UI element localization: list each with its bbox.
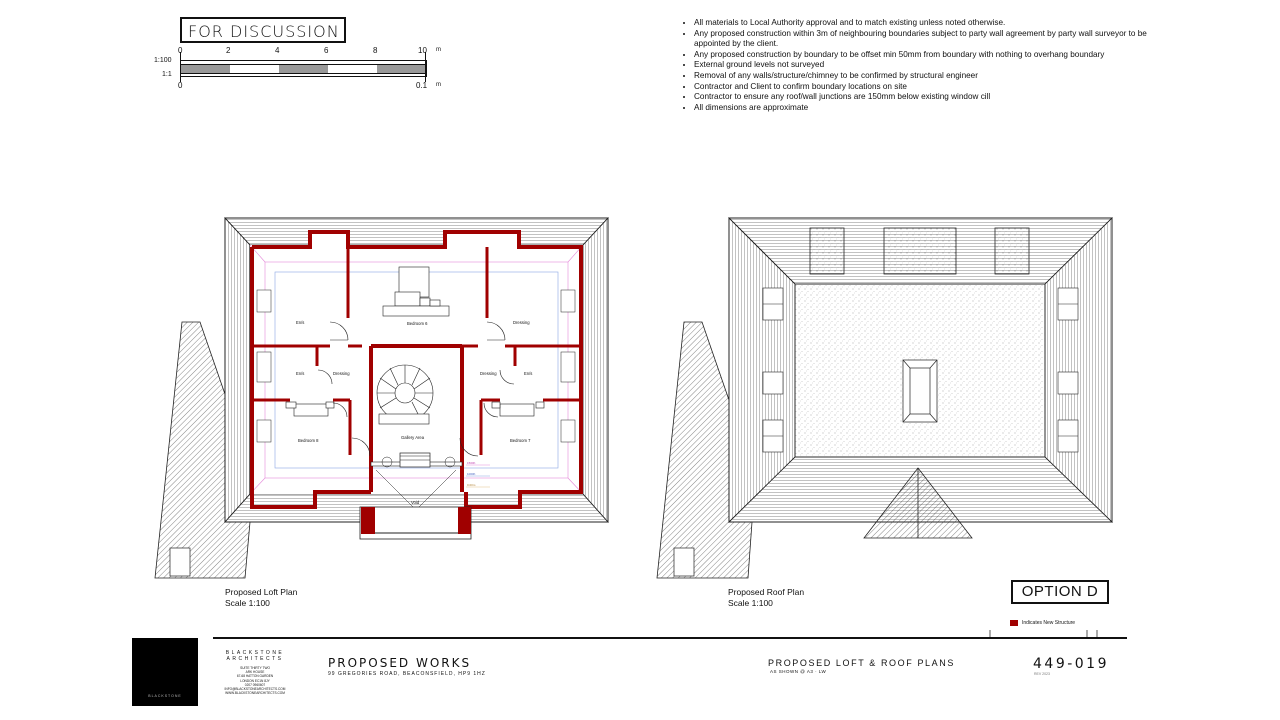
address-line: LONDON EC1N 8JY (240, 678, 270, 683)
caption-scale: Scale 1:100 (728, 598, 773, 608)
scale-tick: 6 (324, 46, 329, 55)
logo-text: BLACKSTONE (148, 694, 182, 698)
room-label: Gallery Area (401, 435, 425, 440)
revision: REV 2023 (1034, 672, 1050, 676)
level-label: 1500h (467, 461, 476, 465)
scale-unit: m (436, 82, 441, 88)
loft-plan-caption (225, 587, 297, 609)
drawing-title: PROPOSED LOFT & ROOF PLANS (768, 658, 955, 668)
drawing-subtitle: AS SHOWN @ A3 · LW (770, 669, 827, 674)
spiral-stair (377, 365, 433, 424)
legend-text: Indicates New Structure (1022, 620, 1076, 626)
room-label: Bedroom 6 (407, 321, 428, 326)
note-item: • Contractor and Client to confirm boundary locations on site (694, 82, 1154, 93)
scale-tick: 0.1 (416, 81, 428, 90)
address-line: INFO@BLACKSTONEARCHITECTS.COM (224, 687, 286, 692)
scale-ratio: 1:100 (154, 57, 172, 64)
rooflight (674, 548, 694, 576)
drawing-number: 449-019 (1033, 656, 1109, 672)
scale-ratio: 1:1 (162, 71, 172, 78)
address-line: 67-68 HATTON GARDEN (236, 674, 274, 679)
scale-unit: m (436, 47, 441, 53)
level-label: 0.00m (467, 483, 476, 487)
project-title: PROPOSED WORKS (328, 656, 472, 670)
rooflight (170, 548, 190, 576)
address-line: WWW.BLACKSTONEARCHITECTS.COM (225, 691, 285, 696)
roof-lantern (903, 360, 937, 422)
scale-tick: 10 (418, 46, 427, 55)
firm-name (210, 650, 300, 662)
note-item: • Contractor to ensure any roof/wall junctions are 150mm below existing window cill (694, 92, 1154, 103)
option-label: OPTION D (1011, 580, 1109, 604)
note-item: • All dimensions are approximate (694, 103, 1154, 114)
room-label: En/s (296, 320, 305, 325)
note-item: • Any proposed construction within 3m of neighbouring boundaries subject to party wall agreement by party wall surveyor to be appointed by the client. (694, 29, 1154, 50)
firm-logo (132, 638, 198, 706)
project-address: 99 GREGORIES ROAD, BEACONSFIELD, HP9 1HZ (328, 671, 486, 677)
caption-title: Proposed Loft Plan (225, 587, 298, 597)
note-item: • External ground levels not surveyed (694, 60, 1154, 71)
room-label: Dressing (333, 371, 350, 376)
new-structure-swatch (1010, 620, 1018, 626)
address-line: ARK HOUSE (245, 670, 265, 675)
room-label: Dressing (480, 371, 497, 376)
room-label: Bedroom 7 (510, 438, 531, 443)
scale-tick: 0 (178, 81, 183, 90)
for-discussion-stamp: FOR DISCUSSION (180, 17, 346, 43)
scale-tick: 8 (373, 46, 378, 55)
room-label: En/s (296, 371, 305, 376)
address-line: 0207 0960607 (244, 682, 266, 687)
room-label: En/s (524, 371, 533, 376)
firm-name-line: BLACKSTONE (225, 650, 285, 656)
firm-address (210, 666, 300, 695)
caption-title: Proposed Roof Plan (728, 587, 805, 597)
note-item: • All materials to Local Authority approval and to match existing unless noted otherwise. (694, 18, 1154, 29)
roof-plan (657, 218, 1112, 578)
loft-plan (155, 218, 608, 578)
scale-tick: 2 (226, 46, 231, 55)
scale-tick: 0 (178, 46, 183, 55)
caption-scale: Scale 1:100 (225, 598, 270, 608)
address-line: SUITE THIRTY TWO (240, 666, 270, 670)
note-item: • Any proposed construction by boundary to be offset min 50mm from boundary with nothing to overhang boundary (694, 50, 1154, 61)
note-item: • Removal of any walls/structure/chimney to be confirmed by structural engineer (694, 71, 1154, 82)
room-label: Void (411, 500, 420, 505)
room-label: Bedroom 8 (298, 438, 319, 443)
roof-plan-caption (728, 587, 804, 609)
scale-tick: 4 (275, 46, 280, 55)
level-label: 1000h (467, 472, 476, 476)
room-label: Dressing (513, 320, 530, 325)
legend (1010, 620, 1075, 626)
firm-name-line: ARCHITECTS (226, 656, 284, 662)
